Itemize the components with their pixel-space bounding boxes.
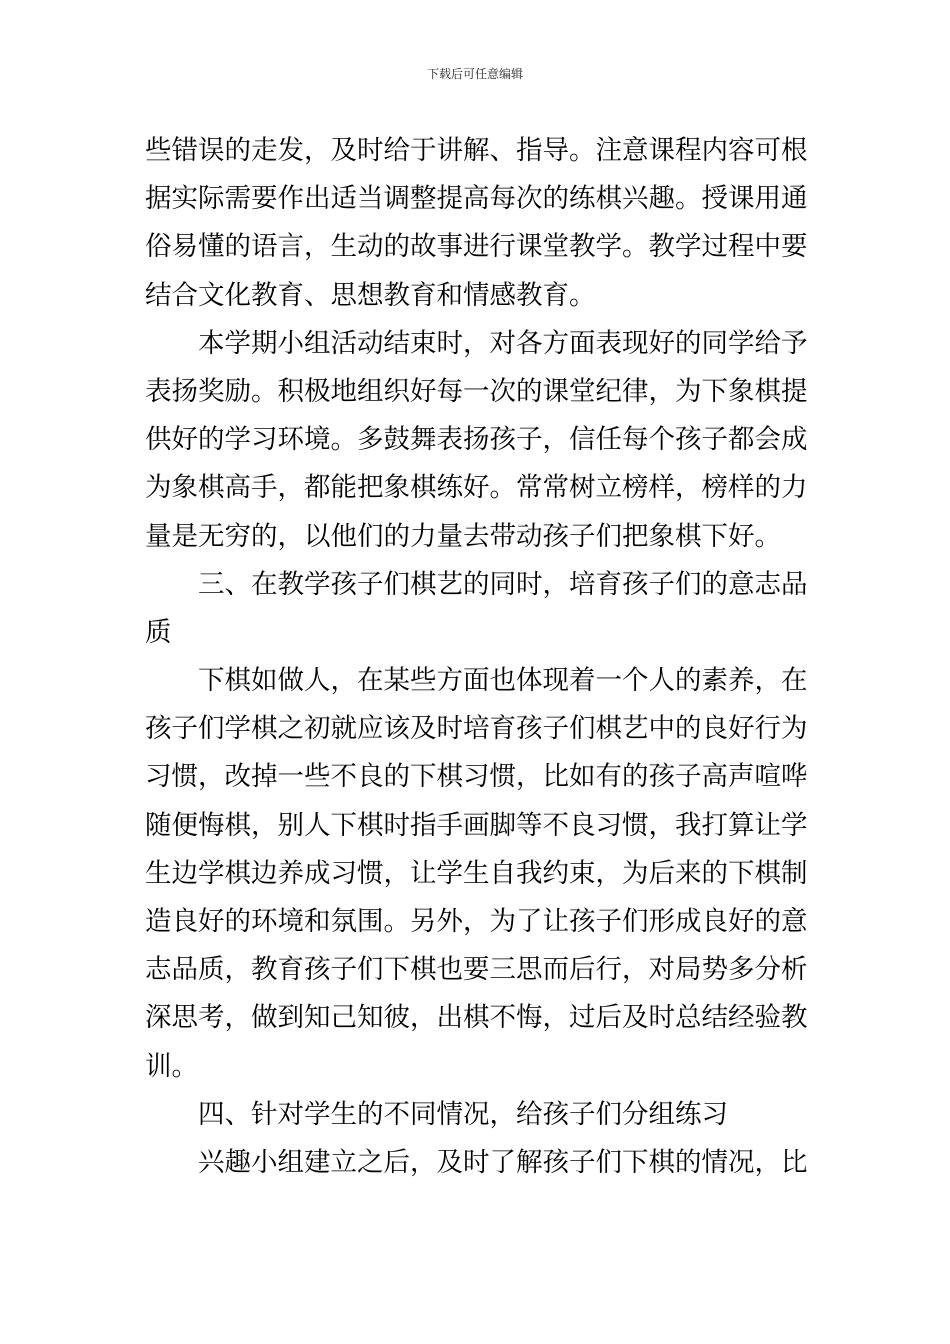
text-line: 些错误的走发，及时给于讲解、指导。注意课程内容可根: [145, 135, 808, 166]
document-body: [145, 127, 807, 1187]
text-line: 据实际需要作出适当调整提高每次的练棋兴趣。授课用通: [145, 183, 808, 215]
section-heading-continued: 质: [145, 616, 172, 648]
text-line: 量是无穷的，以他们的力量去带动孩子们把象棋下好。: [145, 520, 781, 552]
text-line: 志品质，教育孩子们下棋也要三思而后行，对局势多分析: [145, 954, 808, 986]
section-heading: 四、针对学生的不同情况，给孩子们分组练习: [198, 1098, 728, 1130]
text-line: 深思考，做到知己知彼，出棋不悔，过后及时总结经验教: [145, 1002, 808, 1034]
text-line: 供好的学习环境。多鼓舞表扬孩子，信任每个孩子都会成: [145, 424, 808, 456]
text-line: 孩子们学棋之初就应该及时培育孩子们棋艺中的良好行为: [145, 713, 808, 745]
text-line: 俗易懂的语言，生动的故事进行课堂教学。教学过程中要: [145, 231, 808, 263]
text-line: 结合文化教育、思想教育和情感教育。: [145, 279, 596, 311]
text-line: 表扬奖励。积极地组织好每一次的课堂纪律，为下象棋提: [145, 375, 808, 407]
text-line: 本学期小组活动结束时，对各方面表现好的同学给予: [198, 327, 808, 359]
text-line: 随便悔棋，别人下棋时指手画脚等不良习惯，我打算让学: [145, 809, 808, 841]
text-line: 下棋如做人，在某些方面也体现着一个人的素养，在: [198, 665, 808, 697]
text-line: 造良好的环境和氛围。另外，为了让孩子们形成良好的意: [145, 906, 808, 937]
page-header: 下载后可任意编辑: [426, 67, 523, 81]
text-line: 生边学棋边养成习惯，让学生自我约束，为后来的下棋制: [145, 857, 808, 889]
section-heading: 三、在教学孩子们棋艺的同时，培育孩子们的意志品: [198, 568, 808, 600]
text-line: 习惯，改掉一些不良的下棋习惯，比如有的孩子高声喧哗: [145, 761, 808, 793]
text-line: 为象棋高手，都能把象棋练好。常常树立榜样，榜样的力: [145, 472, 808, 504]
text-line: 兴趣小组建立之后，及时了解孩子们下棋的情况，比: [198, 1146, 808, 1178]
text-line: 训。: [145, 1050, 198, 1082]
